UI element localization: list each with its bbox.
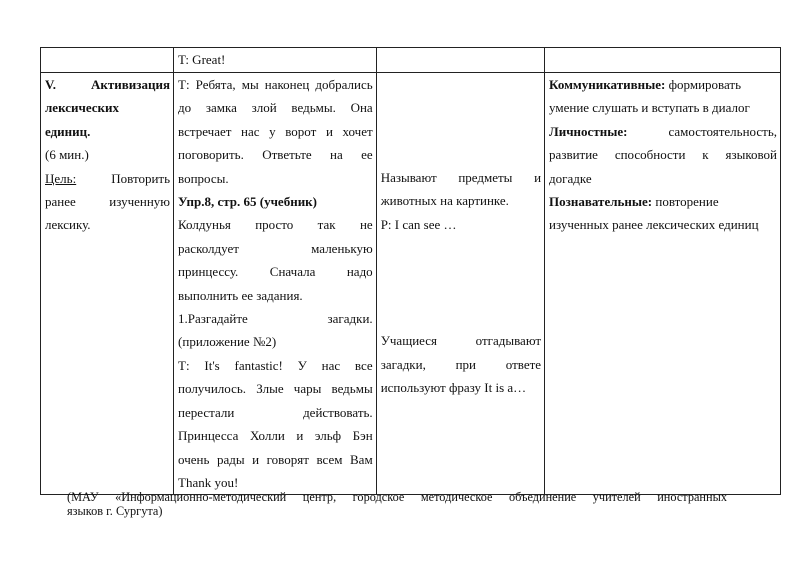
- spacer: [381, 73, 541, 166]
- outcome-line: догадке: [549, 170, 592, 186]
- outcome-text: формировать: [668, 77, 742, 92]
- text-line: выполнить ее задания.: [178, 287, 303, 303]
- text-line: Принцесса Холли и эльф Бэн: [178, 428, 373, 444]
- outcome-line: [549, 190, 777, 213]
- stage-duration: (6 мин.): [45, 147, 89, 163]
- cell-stage: [41, 73, 174, 495]
- text-line: вопросы.: [178, 170, 229, 186]
- outcome-line: изученных ранее лексических единиц: [549, 217, 759, 233]
- teacher-line: [178, 354, 373, 377]
- outcome-text: самостоятельность,: [668, 123, 777, 139]
- lesson-plan-table: [40, 47, 781, 495]
- teacher-russian: У нас все: [297, 357, 373, 373]
- personal-label: Личностные:: [549, 123, 628, 139]
- text-line: получилось. Злые чары ведьмы: [178, 381, 373, 397]
- activity-line: животных на картинке.: [380, 193, 509, 209]
- outcome-line: [549, 73, 777, 96]
- text-line: перестали действовать.: [178, 404, 373, 420]
- text-line: встречает нас у ворот и хочет: [178, 123, 373, 139]
- text-line: Колдунья просто так не: [178, 217, 373, 233]
- text-line: до замка злой ведьмы. Она: [178, 100, 373, 116]
- stage-goal-line: [45, 190, 170, 213]
- stage-title-line: единиц.: [45, 123, 91, 139]
- outcome-line: развитие способности к языковой: [549, 147, 777, 163]
- cell-outcomes: [545, 73, 781, 495]
- text-line: расколдует маленькую: [178, 240, 373, 256]
- teacher-prefix: Т:: [178, 357, 190, 373]
- activity-line: загадки, при ответе: [380, 356, 542, 372]
- pupil-phrase: P: I can see …: [380, 216, 457, 232]
- goal-text: ранее: [45, 194, 76, 210]
- stage-number: V.: [45, 77, 56, 92]
- table-row: [41, 48, 781, 73]
- cell-pupils: [376, 73, 544, 495]
- goal-text: изученную: [109, 194, 171, 210]
- text-line: поговорить. Ответьте на ее: [178, 147, 373, 163]
- activity-text: используют фразу: [380, 380, 482, 396]
- stage-title: Активизация: [91, 77, 171, 92]
- text-line: Т: Ребята, мы наконец добрались: [178, 77, 373, 92]
- activity-line: Называют предметы и: [380, 170, 542, 185]
- stage-title-line: лексических: [45, 100, 120, 116]
- stage-title-line: [45, 73, 170, 96]
- goal-text: Повторить: [111, 170, 171, 186]
- outcome-line: умение слушать и вступать в диалог: [549, 100, 750, 116]
- cell-teacher: T: Great!: [174, 48, 377, 73]
- exercise-reference: Упр.8, стр. 65 (учебник): [178, 194, 318, 210]
- source-footnote: [67, 490, 727, 518]
- goal-label: Цель:: [45, 170, 77, 186]
- stage-goal-line: лексику.: [45, 217, 91, 233]
- communicative-label: Коммуникативные:: [549, 77, 666, 92]
- cell-teacher: [174, 73, 377, 495]
- footnote-line: (МАУ «Информационно-методический центр, городское методическое объединение учителей иностранных: [67, 490, 727, 504]
- cell-stage: [41, 48, 174, 73]
- text-line: очень рады и говорят всем Вам: [178, 451, 373, 467]
- outcome-text: повторение: [655, 194, 719, 210]
- cell-pupils: [376, 48, 544, 73]
- activity-line: [381, 376, 541, 399]
- cell-outcomes: [545, 48, 781, 73]
- teacher-english: It's fantastic!: [204, 357, 283, 373]
- spacer: [381, 236, 541, 329]
- footnote-line: языков г. Сургута): [67, 504, 163, 518]
- text-line: принцессу. Сначала надо: [178, 264, 373, 280]
- task-line: 1.Разгадайте загадки.: [178, 311, 373, 327]
- task-line: (приложение №2): [178, 334, 277, 350]
- outcome-line: [549, 120, 777, 143]
- activity-phrase: It is a…: [484, 380, 527, 396]
- activity-line: Учащиеся отгадывают: [380, 333, 542, 349]
- stage-goal-line: [45, 167, 170, 190]
- table-row: [41, 73, 781, 495]
- thanks-line: Thank you!: [178, 474, 239, 490]
- cognitive-label: Познавательные:: [549, 194, 653, 210]
